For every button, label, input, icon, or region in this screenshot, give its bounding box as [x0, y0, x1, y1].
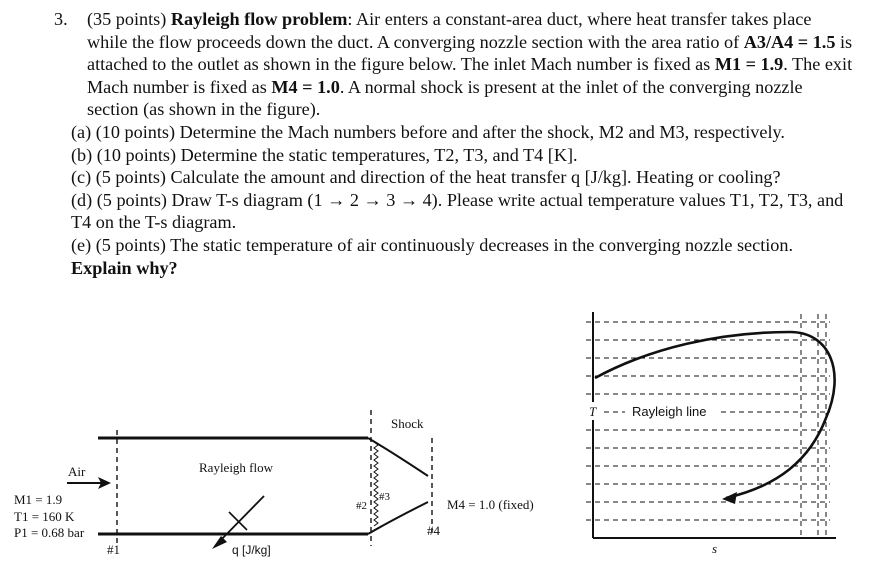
figure-drawing [0, 300, 872, 561]
rayleigh-flow-label: Rayleigh flow [199, 460, 274, 475]
part-c: (c) (5 points) Calculate the amount and direction of the heat transfer q [J/kg]. Heating or cooling? [71, 167, 781, 188]
part-e [71, 234, 854, 279]
ts-grid [586, 314, 830, 536]
problem-parts [71, 121, 854, 279]
station-1-label: #1 [107, 542, 120, 557]
station-2-label: #2 [356, 500, 367, 512]
q-tick [229, 512, 247, 530]
ts-s-label: s [712, 541, 718, 556]
shock-label: Shock [391, 416, 424, 431]
intro-3: . The exit Mach number is fixed as [87, 54, 853, 97]
intro-2: is attached to the outlet as shown in the figure below. The inlet Mach number is fixed as [87, 31, 853, 75]
intro-1: : Air enters a constant-area duct, where heat transfer takes place while the flow proceeds down the duct. A converging nozzle section with the area ratio of [87, 9, 812, 52]
m4-label: M4 = 1.0 (fixed) [447, 497, 534, 512]
part-b: (b) (10 points) Determine the static temperatures, T2, T3, and T4 [K]. [71, 144, 578, 165]
problem-points: (35 points) [87, 9, 167, 29]
inlet-mach: M1 = 1.9 [714, 54, 784, 75]
part-a: (a) (10 points) Determine the Mach numbers before and after the shock, M2 and M3, respectively. [71, 121, 785, 142]
area-ratio: A3/A4 = 1.5 [743, 31, 836, 52]
ts-t-label: T [589, 404, 597, 419]
air-label: Air [68, 464, 86, 479]
intro-4: . A normal shock is present at the inlet of the converging nozzle section (as shown in the figure). [87, 76, 803, 120]
q-label: q [J/kg] [232, 543, 271, 557]
shock-wave [374, 442, 378, 526]
p1-label: P1 = 0.68 bar [14, 525, 85, 540]
exit-mach: M4 = 1.0 [271, 76, 340, 97]
station-4-label: #4 [427, 523, 440, 538]
part-e-text: (e) (5 points) The static temperature of air continuously decreases in the converging nozzle section. [71, 234, 794, 255]
part-e-bold: Explain why? [71, 257, 178, 278]
q-arrow-head [212, 536, 227, 549]
duct-figure [0, 300, 872, 561]
problem-title: Rayleigh flow problem [170, 9, 348, 29]
station-3-label: #3 [379, 491, 390, 503]
t1-label: T1 = 160 K [14, 509, 75, 524]
ts-diagram [586, 312, 836, 538]
ts-curve-label: Rayleigh line [632, 404, 707, 419]
problem-statement [87, 8, 854, 121]
part-d: (d) (5 points) Draw T-s diagram (1 → 2 → 3 → 4). Please write actual temperature values T1, T2, T3, and T4 on the T-s diagram. [71, 189, 844, 233]
problem-number: 3. [54, 9, 68, 29]
m1-label: M1 = 1.9 [14, 492, 63, 507]
problem-text [54, 8, 854, 279]
